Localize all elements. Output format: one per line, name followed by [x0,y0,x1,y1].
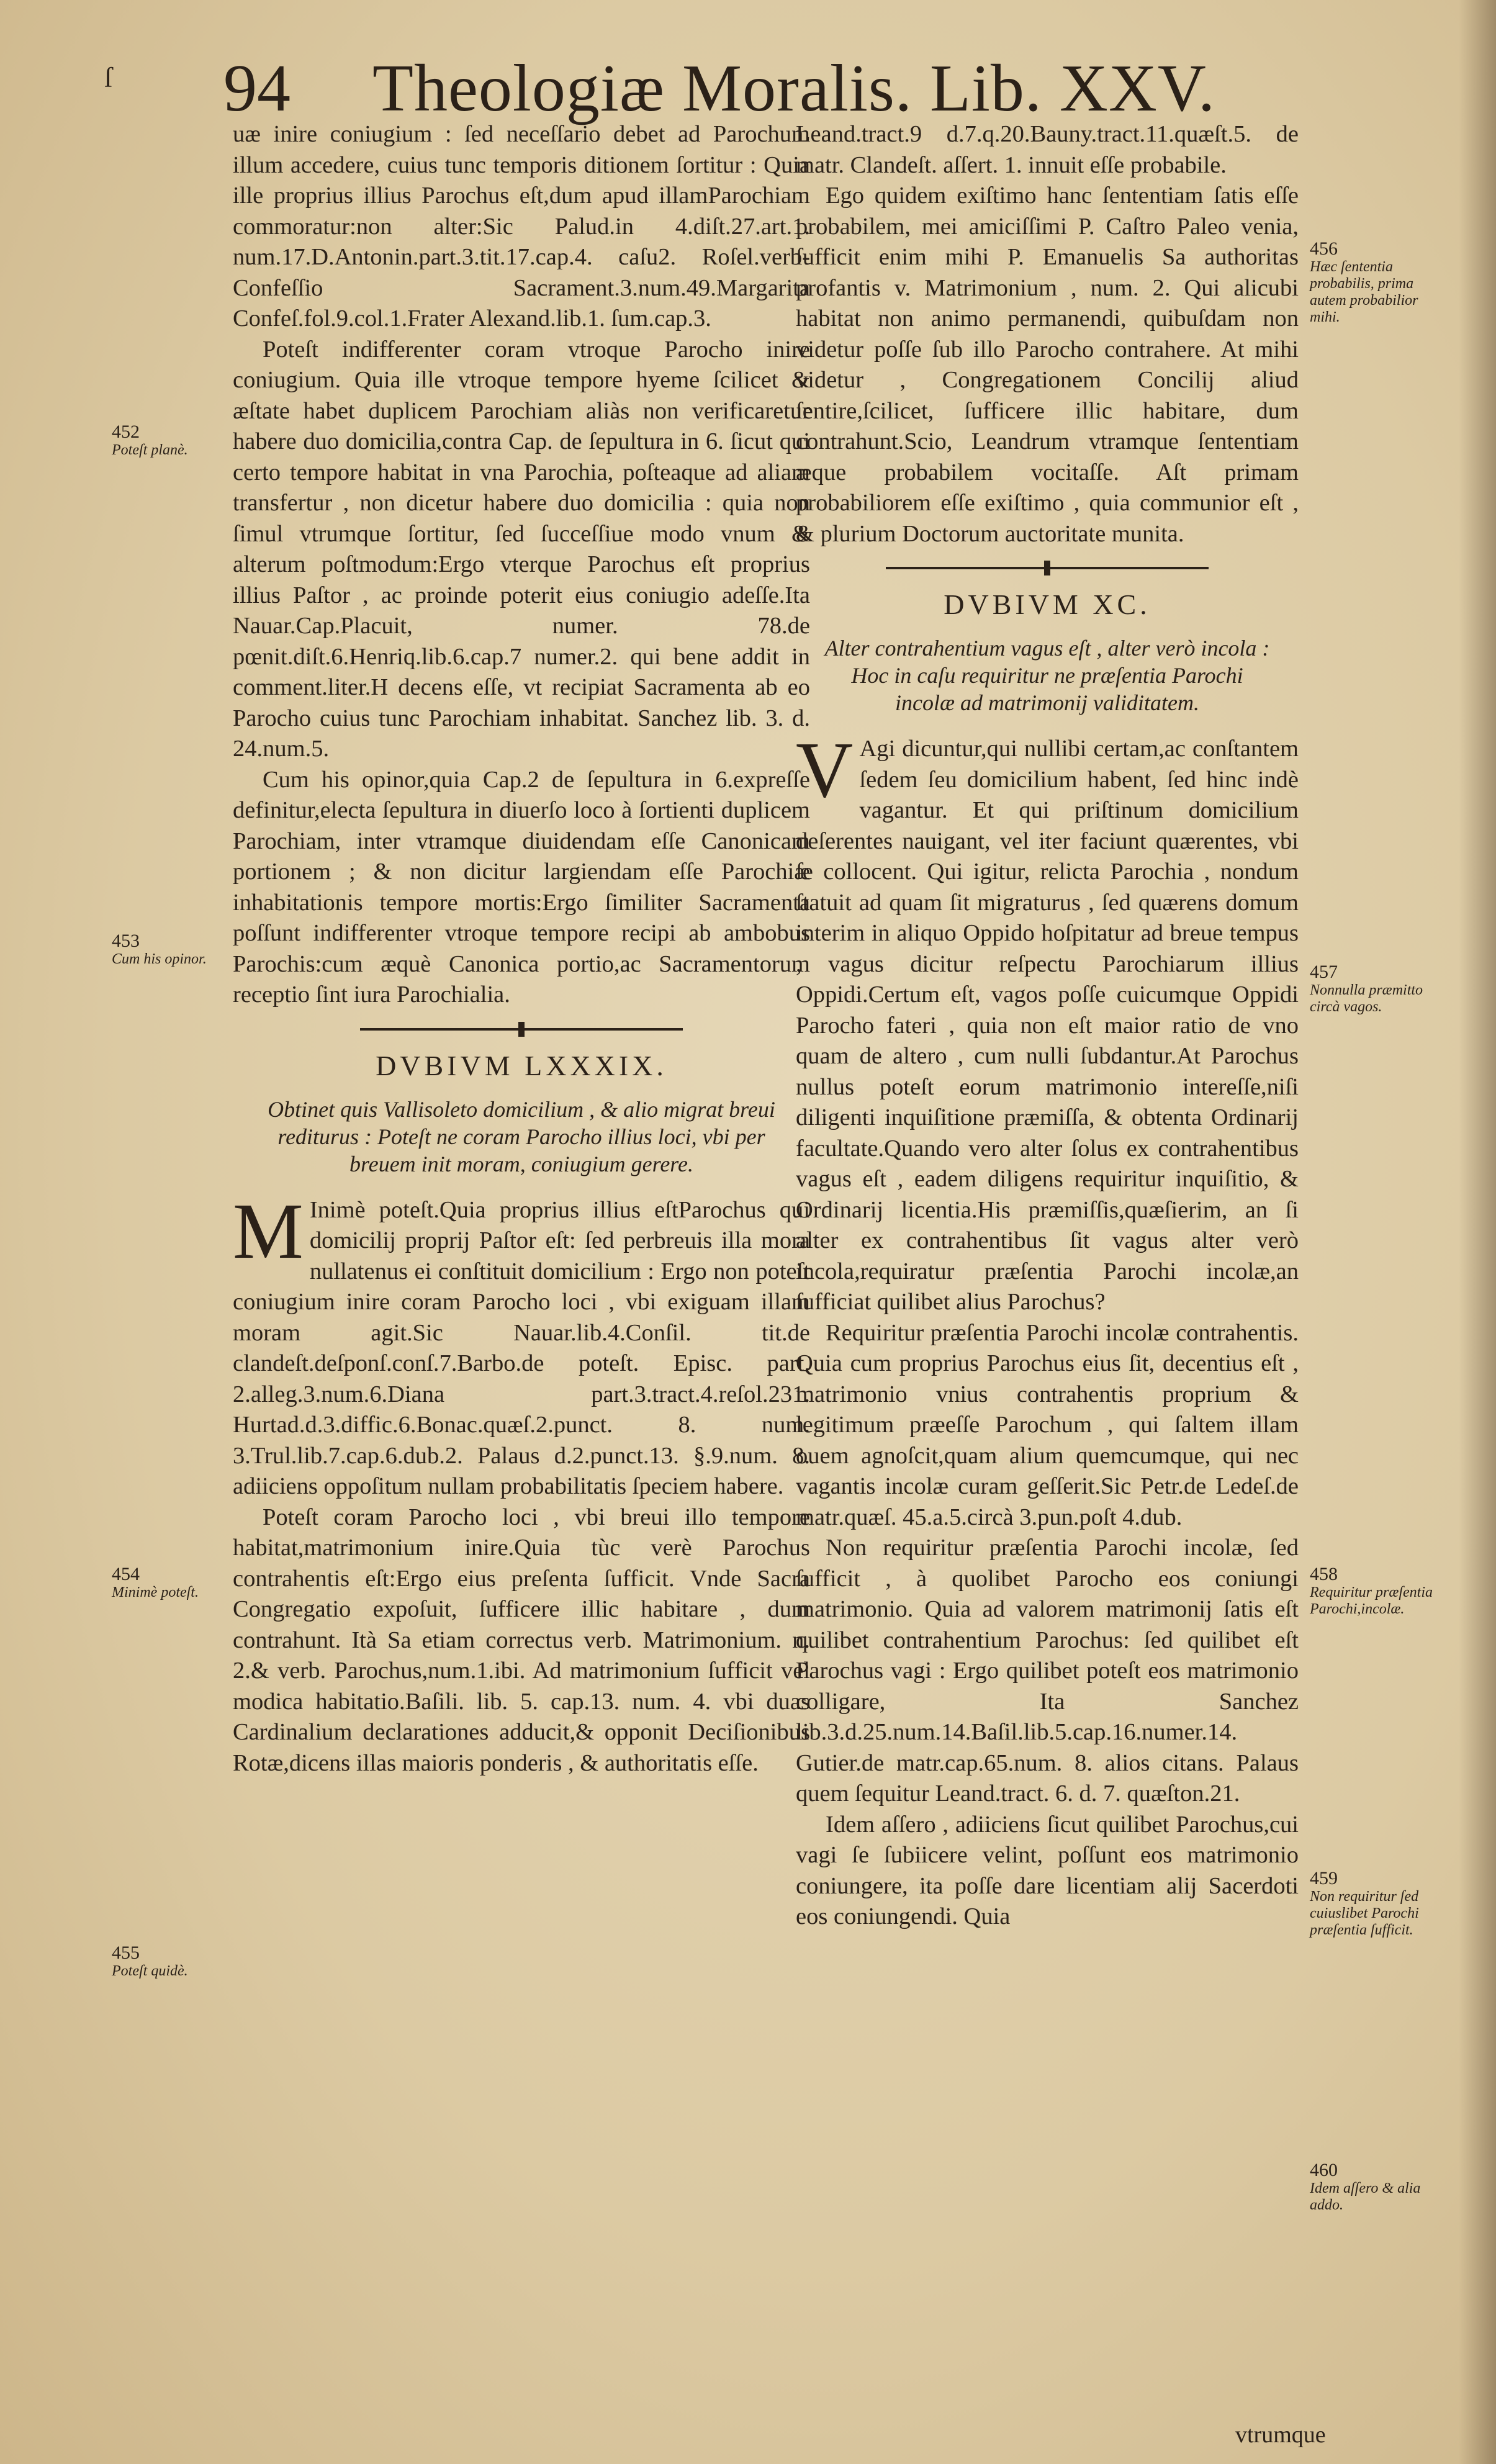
margin-note-454 [112,1564,223,1601]
paragraph-456: Ego quidem exiſtimo hanc ſententiam ſatis eſſe probabilem, mei amiciſſimi P. Caſtro Paleo venia, ſufficit enim mihi P. Emanuelis Sa authoritas profantis v. Matrimonium , num. 2. Qui alicubi habitat non animo permanendi, quibuſdam non videtur poſſe ſub illo Parocho contrahere. At mihi videtur , Congregationem Concilij aliud ſentire,ſcilicet, ſufficere illic habitare, dum contrahunt.Scio, Leandrum vtramque ſententiam æque probabilem vocitaſſe. Aſt primam probabiliorem eſſe exiſtimo , quia communior eſt , & plurium Doctorum auctoritate munita. [796,183,1299,547]
paragraph-454 [233,1186,810,1502]
dubium-90-title: DVBIVM XC. [944,589,1151,620]
margin-number: 459 [1310,1868,1338,1889]
dubium-90-question: Alter contrahentium vagus eſt , alter verò incola : Hoc in caſu requiritur ne præſentia Parochi incolæ ad matrimonij validitatem. [824,636,1270,715]
margin-text: Non requiritur ſed cuiuslibet Parochi præſentia ſufficit. [1310,1889,1419,1938]
margin-number: 455 [112,1943,140,1963]
paragraph-453: Cum his opinor,quia Cap.2 de ſepultura in 6.expreſſe definitur,electa ſepultura in diuerſo loco à ſortienti duplicem Parochiam, inter vtramque diuidendam eſſe Canonicam portionem ; & non dicitur largiendam eſſe Parochiæ inhabitationis tempore mortis:Ergo ſimiliter Sacramenta poſſunt indifferenter vtroque tempore recipi ab ambobus Parochis:cum æquè Canonica portio,ac Sacramentorum receptio ſint iura Parochialia. [233,766,810,1008]
section-divider [886,567,1209,569]
dubium-89-question: Obtinet quis Vallisoleto domicilium , & alio migrat breui rediturus : Poteſt ne coram Parocho illius loci, vbi per breuem init moram, coniugium gerere. [268,1096,775,1176]
paragraph-455: Poteſt coram Parocho loci , vbi breui illo tempore habitat,matrimonium inire.Quia tùc verè Parochus contrahentis eſt:Ergo eius preſenta ſufficit. Vnde Sacra Congregatio expoſuit, ſufficere illic habitare , dum contrahunt. Ità Sa etiam correctus verb. Matrimonium. n. 2.& verb. Parochus,num.1.ibi. Ad matrimonium ſufficit vel modica habitatio.Baſili. lib. 5. cap.13. num. 4. vbi duas Cardinalium declarationes adducit,& opponit Deciſionibus Rotæ,dicens illas maioris ponderis , & authoritatis eſſe. [233,1504,810,1776]
paragraph-457-text: Agi dicuntur,qui nullibi certam,ac conſtantem ſedem ſeu domicilium habent, ſed hinc indè vagantur. Et qui priſtinum domicilium deſerentes nauigant, vel iter faciunt quærentes, vbi ſe collocent. Qui igitur, relicta Parochia , nondum ſtatuit ad quam ſit migraturus , ſed quærens domum interim in aliquo Oppido hoſpitatur ad breue tempus , vagus dicitur reſpectu Parochiarum illius Oppidi.Certum eſt, vagos poſſe cuicumque Oppidi Parocho fateri , quia non eſt maior ratio de vno quam de altero , cum nulli ſubdantur.At Parochus nullus poteſt eorum matrimonio intereſſe,niſi diligenti inquiſitione præmiſſa, & obtenta Ordinarij facultate.Quando vero alter ſolus ex contrahentibus vagus eſt , eadem diligens requiritur inquiſitio, & Ordinarij licentia.His præmiſſis,quæſierim, an ſi alter ex contrahentibus ſit vagus alter verò incola,requiratur præſentia Parochi incolæ,an ſufficiat quilibet alius Parochus? [796,736,1299,1315]
margin-note-453 [112,931,223,968]
margin-note-456 [1310,239,1440,326]
margin-number: 456 [1310,238,1338,259]
dubium-89-title: DVBIVM LXXXIX. [376,1049,667,1081]
page-number: 94 [223,52,291,125]
paragraph-454-text: Inimè poteſt.Quia proprius illius eſtParochus qui domicilij proprij Paſtor eſt: ſed perbreuis illa mora nullatenus ei conſtituit domicilium : Ergo non poteſt coniugium inire coram Parocho loci , vbi exiguam illam moram agit.Sic Nauar.lib.4.Conſil. tit.de clandeſt.deſponſ.conſ.7.Barbo.de poteſt. Episc. part. 2.alleg.3.num.6.Diana part.3.tract.4.reſol.231. Hurtad.d.3.diffic.6.Bonac.quæſ.2.punct. 8. num. 3.Trul.lib.7.cap.6.dub.2. Palaus d.2.punct.13. §.9.num. 8. adiiciens oppoſitum nullam probabilitatis ſpeciem habere. [233,1196,810,1499]
margin-number: 453 [112,931,140,951]
left-paragraph-continued: uæ inire coniugium : ſed neceſſario debet ad Parochum illum accedere, cuius tunc temporis ditionem ſortitur : Quia ille proprius illius Parochus eſt,dum apud illamParochiam commoratur:non alter:Sic Palud.in 4.diſt.27.art.1. num.17.D.Antonin.part.3.tit.17.cap.4. caſu2. Roſel.verb-Confeſſio Sacrament.3.num.49.Margarita Confeſ.fol.9.col.1.Frater Alexand.lib.1. ſum.cap.3. [233,121,810,332]
margin-text: Poteſt planè. [112,442,188,458]
left-column [233,119,810,1779]
margin-note-460 [1310,2160,1440,2214]
paragraph-460: Idem aſſero , adiiciens ſicut quilibet Parochus,cui vagi ſe ſubiicere velint, poſſunt eos matrimonio coniungere, ita poſſe dare licentiam alij Sacerdoti eos coniungendi. Quia [796,1811,1299,1929]
margin-number: 458 [1310,1564,1338,1584]
section-divider [360,1028,683,1031]
paragraph-458: Requiritur præſentia Parochi incolæ contrahentis. Quia cum proprius Parochus eius ſit, decentius eſt , matrimonio vnius contrahentis proprium & legitimum præeſſe Parochum , qui ſaltem illam ouem agnoſcit,quam alium quemcumque, qui nec vagantis incolæ curam geſſerit.Sic Petr.de Ledeſ.de matr.quæſ. 45.a.5.circà 3.pun.poſt 4.dub. [796,1319,1299,1530]
right-paragraph-continued: Leand.tract.9 d.7.q.20.Bauny.tract.11.quæſt.5. de matr. Clandeſt. aſſert. 1. innuit eſſe probabile. [796,121,1299,178]
margin-note-452 [112,422,223,459]
margin-text: Minimè poteſt. [112,1584,199,1600]
drop-cap: M [233,1186,304,1275]
margin-number: 452 [112,422,140,442]
margin-text: Hæc ſententia probabilis, prima autem probabilior mihi. [1310,259,1418,325]
margin-text: Poteſt quidè. [112,1963,188,1979]
catchword: vtrumque [1235,2422,1326,2448]
margin-number: 457 [1310,962,1338,982]
header-mark: ſ [104,61,112,93]
paragraph-457 [796,726,1299,1318]
paragraph-452: Poteſt indifferenter coram vtroque Parocho inire coniugium. Quia ille vtroque tempore hyeme ſcilicet & æſtate habet duplicem Parochiam aliàs non verificaretur habere duo domicilia,contra Cap. de ſepultura in 6. ſicut qui certo tempore habitat in vna Parochia, poſteaque ad aliam transfertur , non dicetur habere duo domicilia : quia non ſimul vtrumque ſortitur, ſed ſucceſſiue modo vnum & alterum poſtmodum:Ergo vterque Parochus eſt proprius illius Paſtor , ac proinde poterit eius coniugio adeſſe.Ita Nauar.Cap.Placuit, numer. 78.de pœnit.diſt.6.Henriq.lib.6.cap.7 numer.2. qui bene addit in comment.liter.H decens eſſe, vt recipiat Sacramenta ab eo Parocho cuius tunc Parochiam inhabitat. Sanchez lib. 3. d. 24.num.5. [233,336,810,762]
margin-text: Requiritur præſentia Parochi,incolæ. [1310,1584,1433,1617]
margin-note-459 [1310,1869,1440,1939]
running-title: Theologiæ Moralis. Lib. XXV. [372,52,1215,125]
margin-text: Cum his opinor. [112,951,207,967]
right-column [796,119,1299,1933]
margin-note-455 [112,1943,223,1980]
margin-number: 454 [112,1564,140,1584]
margin-number: 460 [1310,2160,1338,2180]
margin-text: Idem aſſero & alia addo. [1310,2180,1421,2213]
drop-cap: V [796,726,854,814]
margin-note-457 [1310,962,1440,1016]
paragraph-459: Non requiritur præſentia Parochi incolæ, ſed ſufficit , à quolibet Parocho eos coniungi matrimonio. Quia ad valorem matrimonij ſatis eſt quilibet contrahentium Parochus: ſed quilibet eſt Parochus vagi : Ergo quilibet poteſt eos matrimonio colligare, Ita Sanchez lib.3.d.25.num.14.Baſil.lib.5.cap.16.numer.14. Gutier.de matr.cap.65.num. 8. alios citans. Palaus quem ſequitur Leand.tract. 6. d. 7. quæſton.21. [796,1535,1299,1807]
margin-note-458 [1310,1564,1440,1618]
margin-text: Nonnulla præmitto circà vagos. [1310,982,1423,1015]
